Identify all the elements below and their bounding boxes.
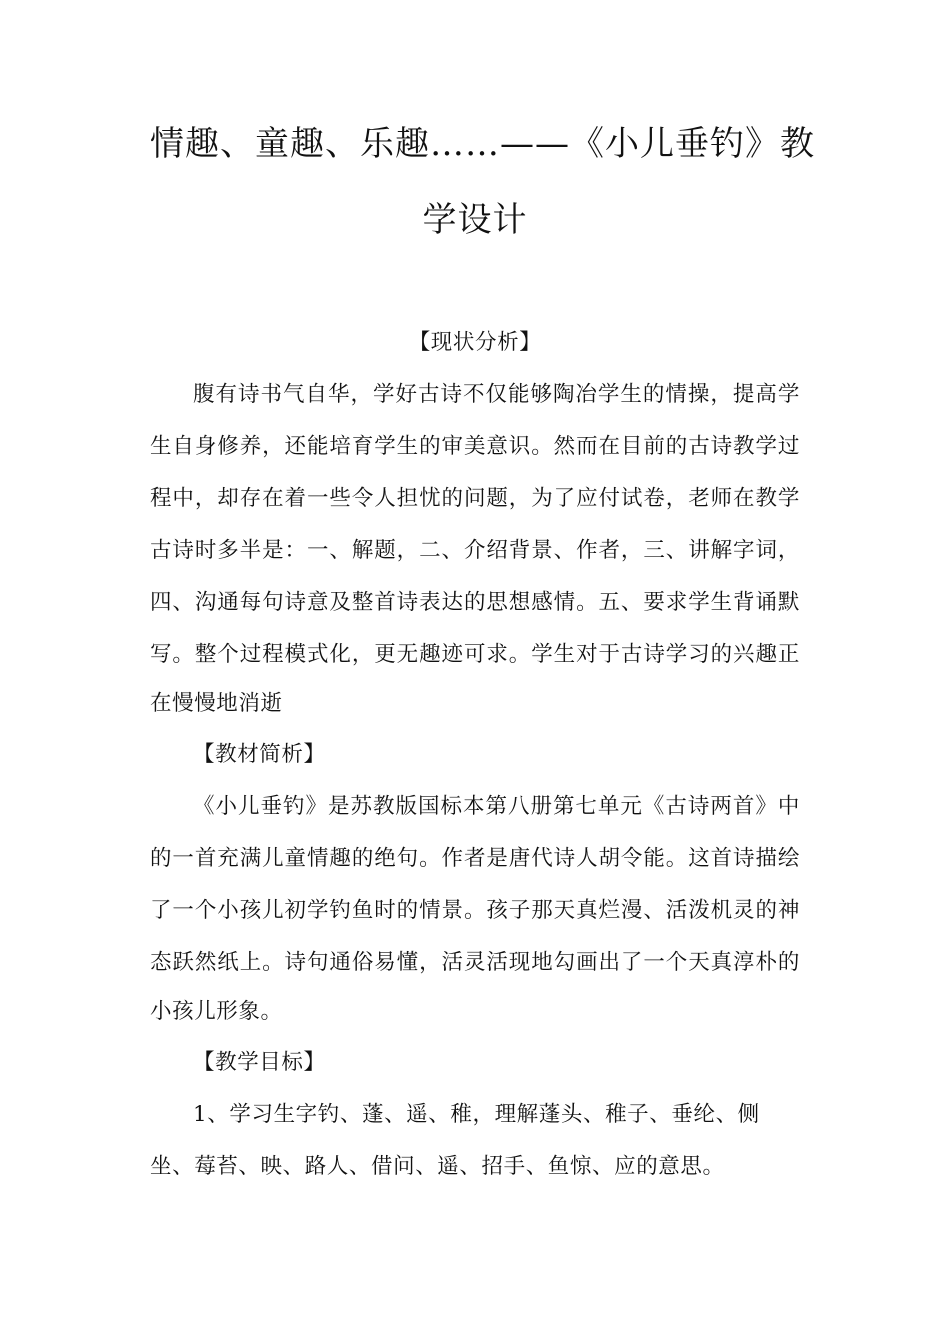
paragraph-line: 生自身修养，还能培育学生的审美意识。然而在目前的古诗教学过 xyxy=(150,434,800,459)
paragraph-line: 四、沟通每句诗意及整首诗表达的思想感情。五、要求学生背诵默 xyxy=(150,590,800,615)
paragraph-line: 古诗时多半是：一、解题，二、介绍背景、作者，三、讲解字词， xyxy=(150,538,800,563)
paragraph-line: 在慢慢地消逝 xyxy=(150,691,283,716)
paragraph-line: 《小儿垂钓》是苏教版国标本第八册第七单元《古诗两首》中 xyxy=(193,794,800,819)
paragraph-line: 写。整个过程模式化，更无趣迹可求。学生对于古诗学习的兴趣正 xyxy=(150,642,800,667)
document-title-line-2: 学设计 xyxy=(422,200,528,240)
section-heading-teaching-goals: 【教学目标】 xyxy=(193,1050,326,1075)
paragraph-line: 了一个小孩儿初学钓鱼时的情景。孩子那天真烂漫、活泼机灵的神 xyxy=(150,898,800,923)
paragraph-line: 坐、莓苔、映、路人、借问、遥、招手、鱼惊、应的意思。 xyxy=(150,1154,725,1179)
paragraph-line: 的一首充满儿童情趣的绝句。作者是唐代诗人胡令能。这首诗描绘 xyxy=(150,846,800,871)
section-heading-status-analysis: 【现状分析】 xyxy=(408,330,542,355)
paragraph-line: 1、学习生字钓、蓬、遥、稚，理解蓬头、稚子、垂纶、侧 xyxy=(193,1102,760,1127)
paragraph-line: 小孩儿形象。 xyxy=(150,999,283,1024)
document-title-line-1: 情趣、童趣、乐趣……——《小儿垂钓》教 xyxy=(150,124,815,164)
paragraph-line: 程中，却存在着一些令人担忧的问题，为了应付试卷，老师在教学 xyxy=(150,486,800,511)
section-heading-textbook-analysis: 【教材简析】 xyxy=(193,742,326,767)
paragraph-line: 腹有诗书气自华，学好古诗不仅能够陶冶学生的情操，提高学 xyxy=(193,382,800,407)
paragraph-line: 态跃然纸上。诗句通俗易懂，活灵活现地勾画出了一个天真淳朴的 xyxy=(150,950,800,975)
